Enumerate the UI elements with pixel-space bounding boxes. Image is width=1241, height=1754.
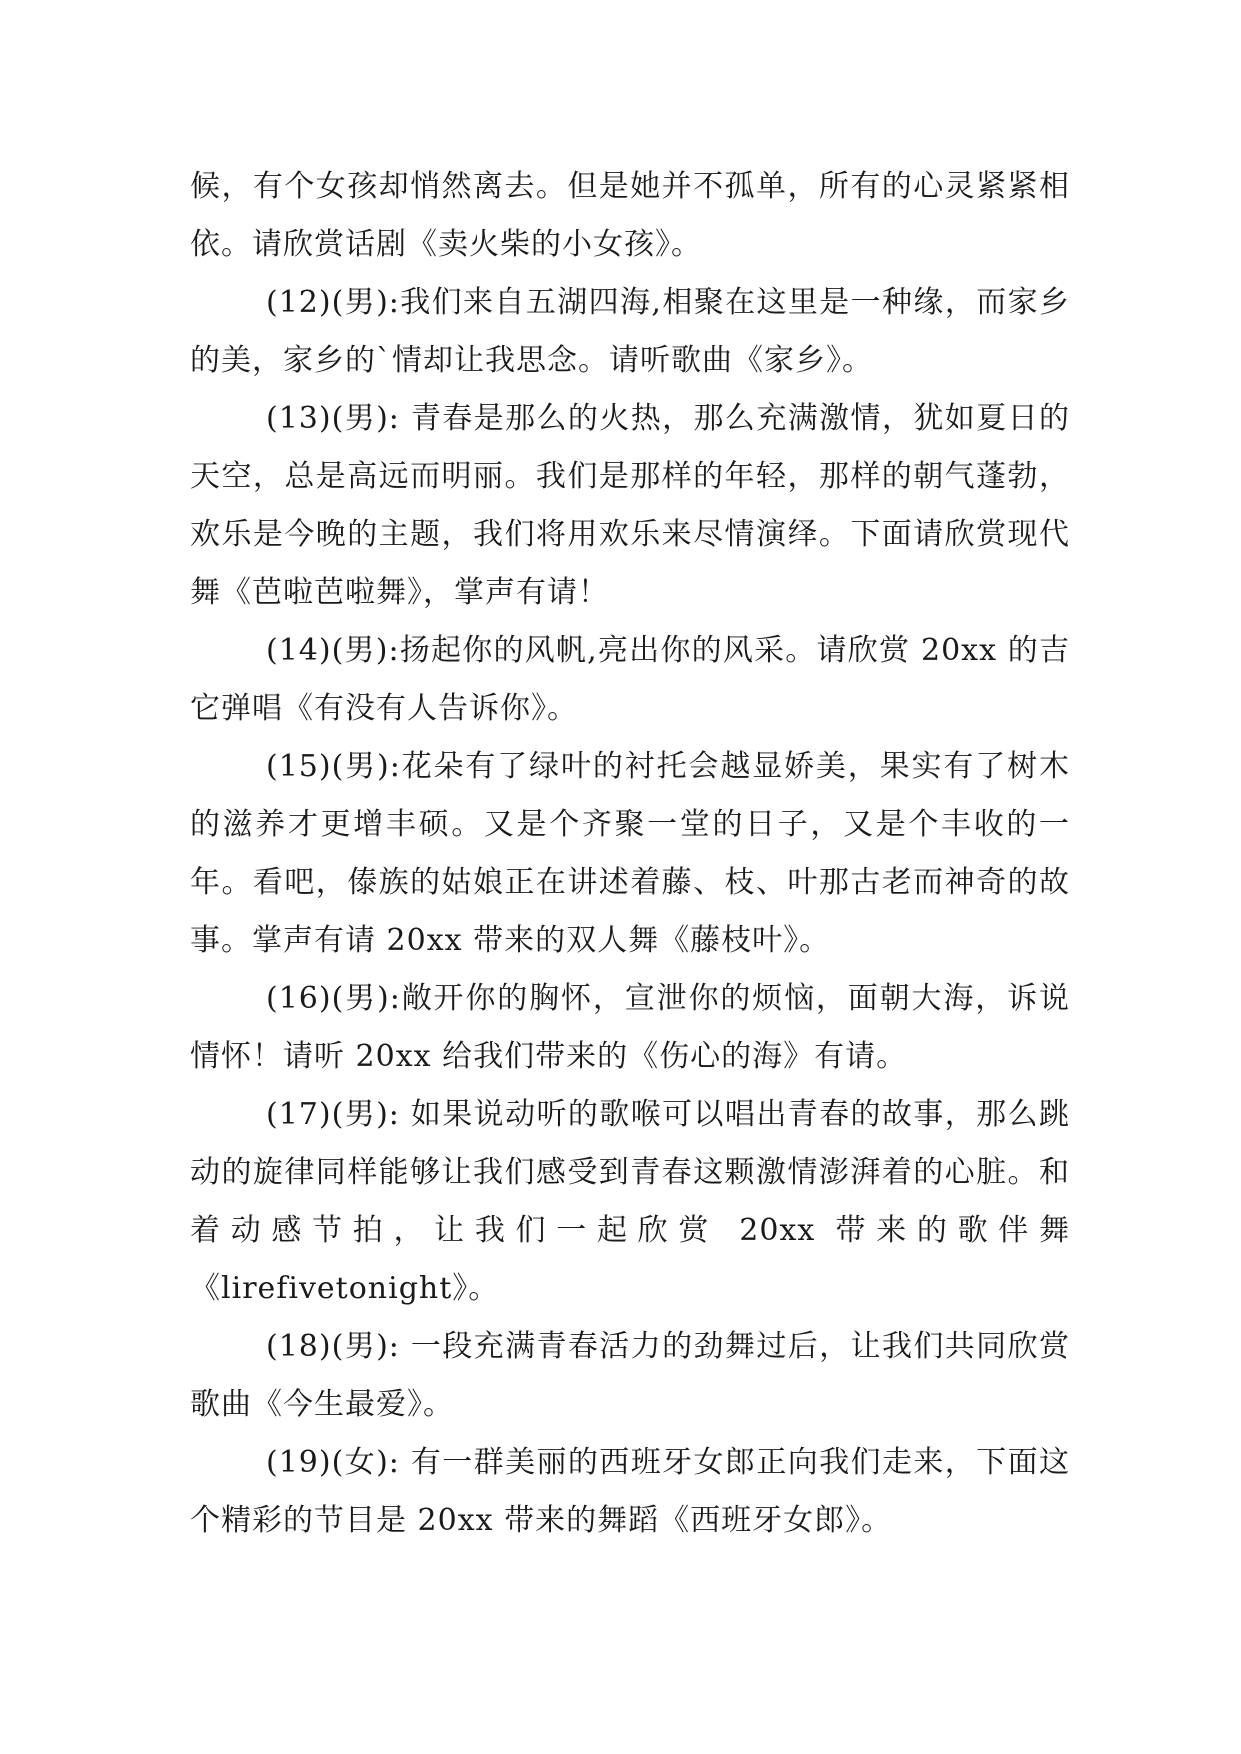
paragraph-item-15: (15)(男):花朵有了绿叶的衬托会越显娇美，果实有了树木的滋养才更增丰硕。又是个齐聚一堂的日子，又是个丰收的一年。看吧，傣族的姑娘正在讲述着藤、枝、叶那古老而神奇的故事。掌声有请 20xx 带来的双人舞《藤枝叶》。: [190, 749, 1070, 958]
paragraph-item-19: (19)(女): 有一群美丽的西班牙女郎正向我们走来，下面这个精彩的节目是 20xx 带来的舞蹈《西班牙女郎》。: [190, 1445, 1070, 1538]
paragraph-item-14: (14)(男):扬起你的风帆,亮出你的风采。请欣赏 20xx 的吉它弹唱《有没有人告诉你》。: [190, 633, 1070, 726]
document-body: [190, 158, 1070, 1550]
paragraph-continued: 候，有个女孩却悄然离去。但是她并不孤单，所有的心灵紧紧相依。请欣赏话剧《卖火柴的小女孩》。: [190, 169, 1070, 262]
paragraph-item-13: (13)(男): 青春是那么的火热，那么充满激情，犹如夏日的天空，总是高远而明丽。我们是那样的年轻，那样的朝气蓬勃，欢乐是今晚的主题，我们将用欢乐来尽情演绎。下面请欣赏现代舞《芭啦芭啦舞》，掌声有请！: [190, 401, 1070, 610]
paragraph-item-18: (18)(男): 一段充满青春活力的劲舞过后，让我们共同欣赏歌曲《今生最爱》。: [190, 1329, 1070, 1422]
paragraph-item-17: (17)(男): 如果说动听的歌喉可以唱出青春的故事，那么跳动的旋律同样能够让我们感受到青春这颗激情澎湃着的心脏。和着动感节拍，让我们一起欣赏 20xx 带来的歌伴舞《lirefivetonight》。: [190, 1097, 1070, 1306]
paragraph-item-16: (16)(男):敞开你的胸怀，宣泄你的烦恼，面朝大海，诉说情怀！请听 20xx 给我们带来的《伤心的海》有请。: [190, 981, 1070, 1074]
paragraph-item-12: (12)(男):我们来自五湖四海,相聚在这里是一种缘，而家乡的美，家乡的`情却让我思念。请听歌曲《家乡》。: [190, 285, 1070, 378]
